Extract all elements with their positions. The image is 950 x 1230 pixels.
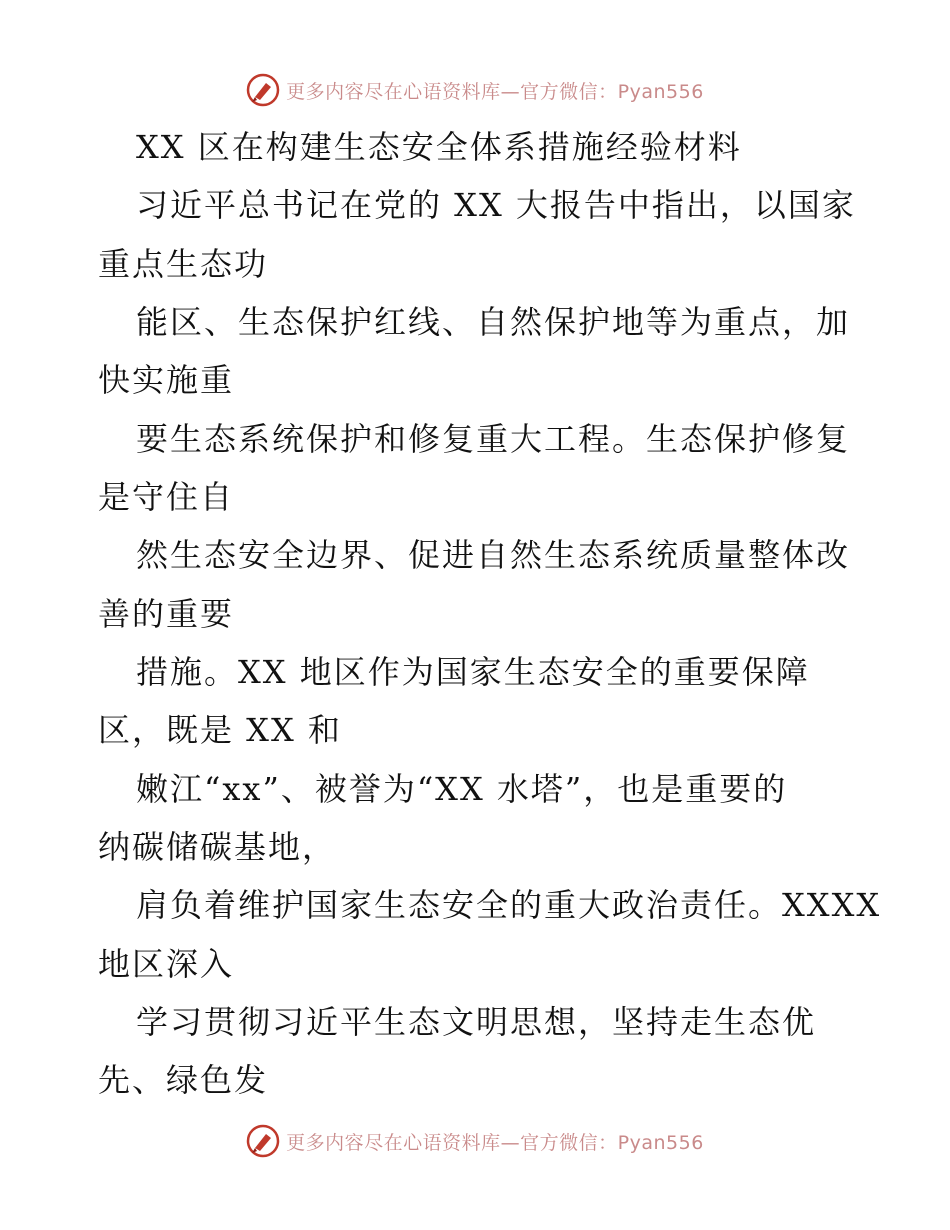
paragraph-line: 快实施重 xyxy=(98,361,235,399)
paragraph-line: 措施。XX 地区作为国家生态安全的重要保障 xyxy=(136,653,810,691)
footer-banner-text: 更多内容尽在心语资料库—官方微信：Pyan556 xyxy=(286,1131,704,1154)
paragraph-line: 纳碳储碳基地， xyxy=(98,828,337,866)
paragraph-line: 地区深入 xyxy=(98,945,235,983)
paragraph-line: 嫩江“xx”、被誉为“XX 水塔”，也是重要的 xyxy=(136,770,788,808)
paragraph-line: 善的重要 xyxy=(98,595,235,633)
paragraph-line: 区，既是 XX 和 xyxy=(98,711,342,749)
paragraph-line: 要生态系统保护和修复重大工程。生态保护修复 xyxy=(136,420,851,458)
footer-banner[interactable] xyxy=(0,1121,950,1161)
fountain-pen-logo-icon xyxy=(246,73,280,107)
paragraph-line: 肩负着维护国家生态安全的重大政治责任。XXXX xyxy=(136,886,882,924)
paragraph-line: 是守住自 xyxy=(98,478,235,516)
paragraph-line: 习近平总书记在党的 XX 大报告中指出，以国家 xyxy=(136,186,856,224)
paragraph-line: 能区、生态保护红线、自然保护地等为重点，加 xyxy=(136,303,851,341)
header-banner-text: 更多内容尽在心语资料库—官方微信：Pyan556 xyxy=(286,80,704,103)
paragraph-line: 然生态安全边界、促进自然生态系统质量整体改 xyxy=(136,536,851,574)
header-banner[interactable] xyxy=(0,70,950,110)
document-title: XX 区在构建生态安全体系措施经验材料 xyxy=(136,128,742,166)
paragraph-line: 重点生态功 xyxy=(98,245,269,283)
paragraph-line: 学习贯彻习近平生态文明思想，坚持走生态优 xyxy=(136,1003,817,1041)
fountain-pen-logo-icon xyxy=(246,1124,280,1158)
paragraph-line: 先、绿色发 xyxy=(98,1061,269,1099)
